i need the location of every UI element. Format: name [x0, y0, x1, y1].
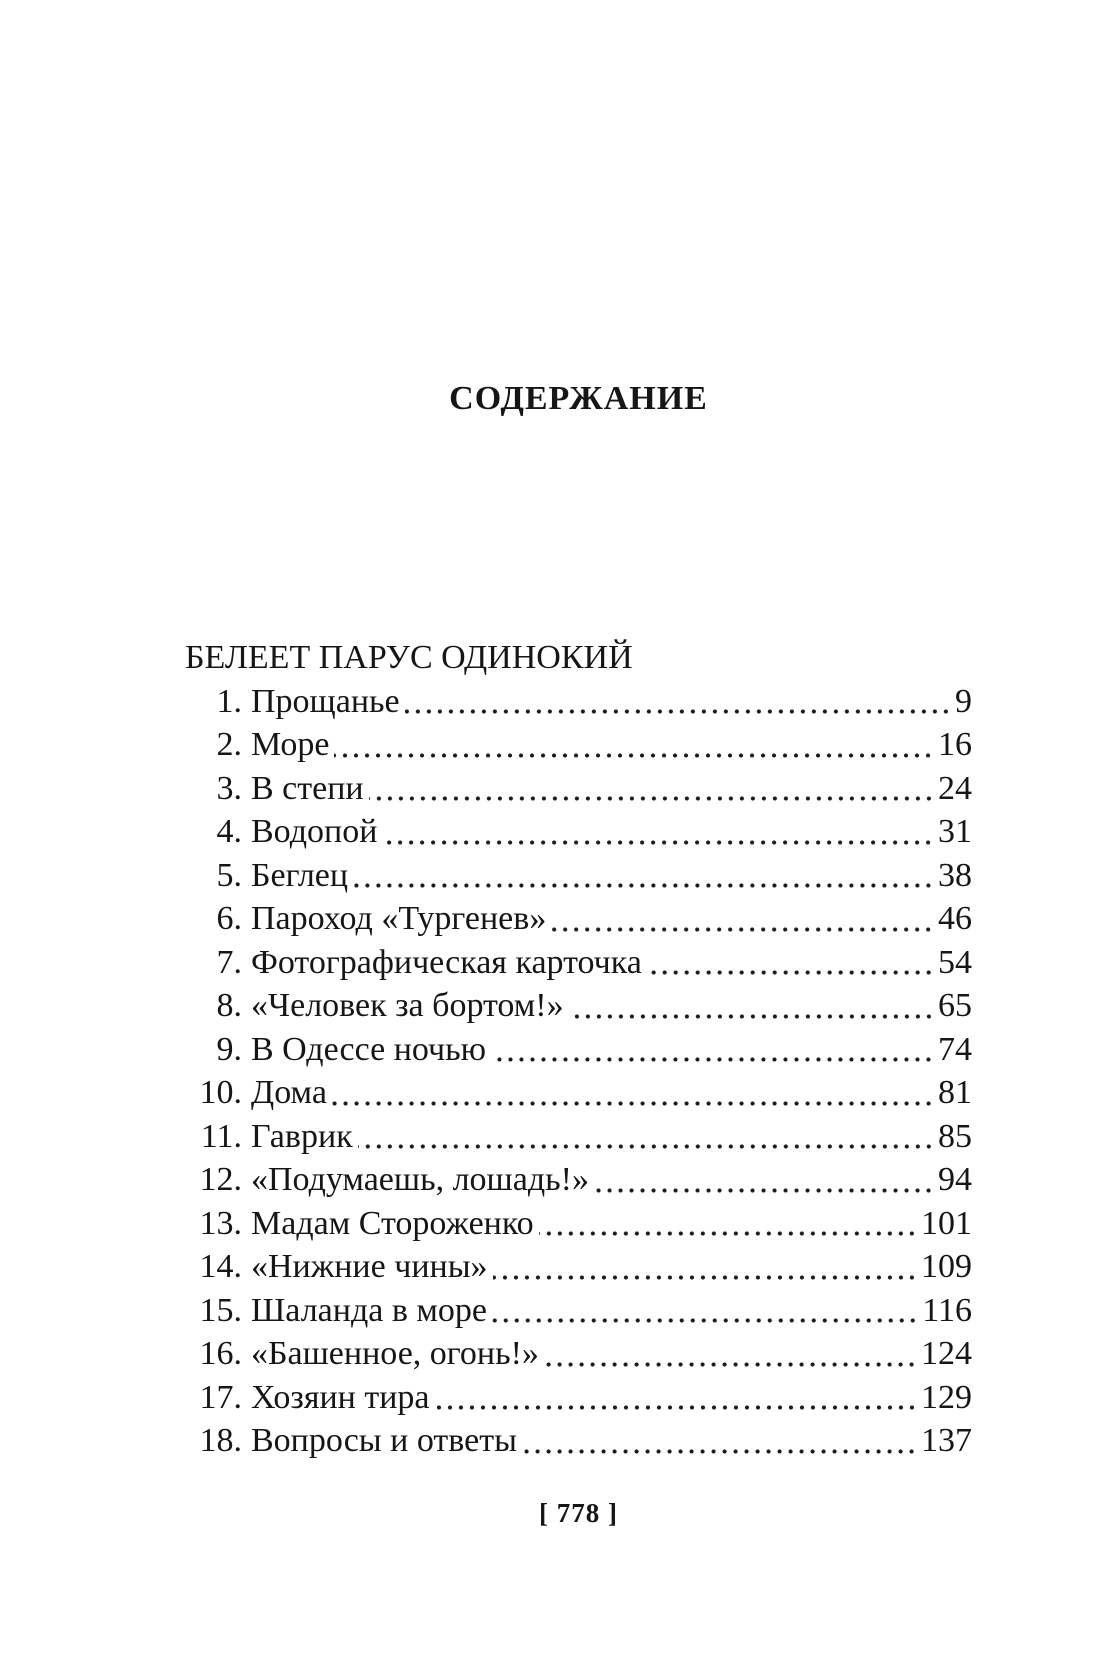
toc-entry-page: 65 — [938, 987, 972, 1024]
toc-entry-title: Беглец — [251, 856, 349, 894]
toc-entry-page: 16 — [938, 726, 972, 763]
toc-entry-title: «Башенное, огонь!» — [251, 1335, 539, 1372]
toc-entry-title: Хозяин тира — [251, 1378, 430, 1416]
toc-entry-row — [185, 897, 972, 941]
toc-entry-title: Мадам Стороженко — [251, 1204, 534, 1242]
toc-entry-page: 9 — [955, 682, 972, 720]
dot-leader — [491, 1028, 934, 1072]
toc-entry-row — [185, 1245, 972, 1289]
toc-entry-number: 7. — [216, 943, 242, 981]
dot-leader — [493, 1245, 917, 1289]
toc-entry-page: 109 — [921, 1248, 972, 1285]
toc-entry-row — [185, 984, 972, 1028]
toc-entry-number: 18. — [199, 1422, 242, 1459]
dot-leader — [544, 1332, 917, 1376]
toc-entry-number: 5. — [216, 856, 242, 894]
dot-leader — [435, 1376, 917, 1420]
toc-entry-title: «Человек за бортом!» — [251, 987, 564, 1024]
dot-leader — [569, 984, 934, 1028]
toc-entry-number: 12. — [199, 1161, 242, 1198]
toc-entry-row — [185, 1115, 972, 1159]
toc-entry-page: 129 — [921, 1378, 972, 1416]
toc-entry-page: 31 — [938, 813, 972, 850]
dot-leader — [334, 723, 934, 767]
toc-entry-title: Море — [251, 726, 330, 763]
toc-entry-number: 11. — [200, 1117, 242, 1155]
toc-entry-row — [185, 941, 972, 985]
toc-entry-row — [185, 1202, 972, 1246]
toc-entry-row — [185, 1376, 972, 1420]
dot-leader — [358, 1115, 934, 1159]
toc-entry-number: 14. — [199, 1248, 242, 1285]
toc-entry-row — [185, 767, 972, 811]
toc-entry-title: «Подумаешь, лошадь!» — [251, 1161, 589, 1198]
toc-entry-number: 10. — [199, 1074, 242, 1111]
toc-entry-title: Фотографическая карточка — [251, 943, 642, 981]
toc-entry-page: 116 — [922, 1291, 972, 1329]
toc-entry-row — [185, 1419, 972, 1463]
toc-entry-page: 94 — [938, 1161, 972, 1198]
dot-leader — [522, 1419, 917, 1463]
toc-entry-row — [185, 1289, 972, 1333]
toc-entry-row — [185, 1071, 972, 1115]
section-title: БЕЛЕЕТ ПАРУС ОДИНОКИЙ — [185, 639, 633, 676]
toc-entry-row — [185, 723, 972, 767]
dot-leader — [539, 1202, 917, 1246]
toc-entry-title: Шаланда в море — [251, 1291, 487, 1329]
table-of-contents — [185, 636, 972, 1463]
toc-entry-title: Пароход «Тургенев» — [251, 900, 547, 937]
dot-leader — [551, 897, 934, 941]
toc-entry-number: 2. — [216, 726, 242, 763]
toc-entry-page: 124 — [921, 1335, 972, 1372]
toc-entry-number: 4. — [216, 813, 242, 850]
toc-entry-page: 101 — [921, 1204, 972, 1242]
toc-entry-page: 38 — [938, 856, 972, 894]
dot-leader — [594, 1158, 934, 1202]
toc-entry-title: Гаврик — [251, 1117, 353, 1155]
toc-entry-page: 81 — [938, 1074, 972, 1111]
toc-entry-page: 74 — [938, 1030, 972, 1068]
dot-leader — [492, 1289, 918, 1333]
dot-leader — [647, 941, 934, 985]
toc-entry-page: 46 — [938, 900, 972, 937]
dot-leader — [369, 767, 934, 811]
toc-entry-row — [185, 1332, 972, 1376]
toc-entry-title: Прощанье — [251, 682, 400, 720]
toc-entry-title: В Одессе ночью — [251, 1030, 487, 1068]
toc-entry-row — [185, 680, 972, 724]
toc-entry-title: Водопой — [251, 813, 378, 850]
toc-entry-number: 8. — [216, 987, 242, 1024]
folio-page-number: [ 778 ] — [539, 1498, 618, 1528]
toc-entry-page: 24 — [938, 769, 972, 807]
toc-entry-number: 13. — [199, 1204, 242, 1242]
toc-entry-title: В степи — [251, 769, 364, 807]
toc-entry-number: 1. — [216, 682, 242, 720]
toc-entry-page: 85 — [938, 1117, 972, 1155]
toc-entry-page: 54 — [938, 943, 972, 981]
dot-leader — [382, 810, 934, 854]
toc-entry-title: Вопросы и ответы — [251, 1422, 517, 1459]
toc-entry-number: 6. — [216, 900, 242, 937]
dot-leader — [353, 854, 934, 898]
toc-entry-page: 137 — [921, 1422, 972, 1459]
dot-leader — [405, 680, 951, 724]
toc-entry-row — [185, 1028, 972, 1072]
toc-entry-title: Дома — [251, 1074, 327, 1111]
toc-entry-number: 9. — [216, 1030, 242, 1068]
page-title: СОДЕРЖАНИЕ — [449, 380, 708, 417]
toc-entry-number: 17. — [199, 1378, 242, 1416]
toc-entry-number: 3. — [216, 769, 242, 807]
dot-leader — [332, 1071, 934, 1115]
toc-entry-row — [185, 854, 972, 898]
toc-entry-number: 15. — [199, 1291, 242, 1329]
toc-entry-number: 16. — [199, 1335, 242, 1372]
toc-entry-title: «Нижние чины» — [251, 1248, 488, 1285]
toc-list — [185, 680, 972, 1463]
toc-entry-row — [185, 810, 972, 854]
toc-entry-row — [185, 1158, 972, 1202]
